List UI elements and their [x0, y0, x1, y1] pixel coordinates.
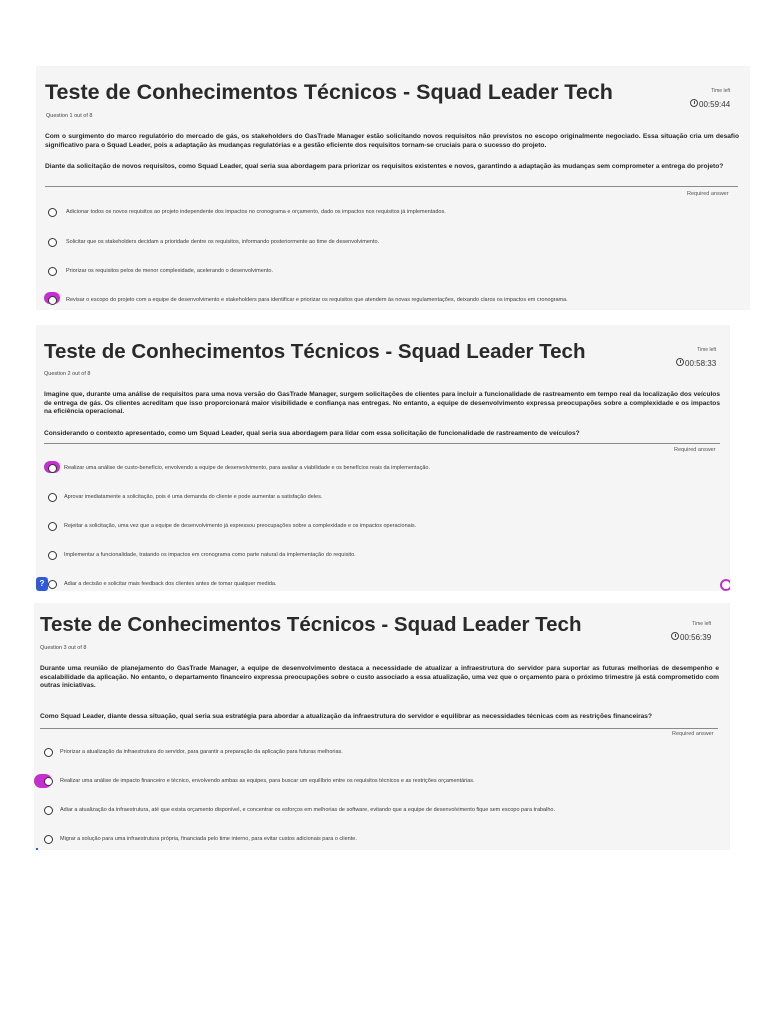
radio-button[interactable] — [48, 493, 57, 502]
radio-button[interactable] — [44, 835, 53, 844]
option-label: Implementar a funcionalidade, tratando os impactos em cronograma como parte natural da implementação do requisito. — [64, 552, 356, 558]
question-panel-2 — [36, 325, 730, 591]
option-label: Adiar a decisão e solicitar mais feedback dos clientes antes de tomar qualquer medida. — [64, 581, 277, 587]
answer-option[interactable] — [34, 775, 730, 789]
answer-option[interactable] — [36, 491, 730, 505]
page-title: Teste de Conhecimentos Técnicos - Squad Leader Tech — [40, 613, 582, 636]
answer-option[interactable] — [36, 549, 730, 563]
radio-button[interactable] — [48, 551, 57, 560]
question-context: Imagine que, durante uma análise de requisitos para uma nova versão do GasTrade Manager, surgem solicitações de clientes para incluir a funcionalidade de rastreamento em tempo real da localização dos veículos de entrega de gás. Os clientes acreditam que isso proporcionará maior visibilidade e confiança nas entregas. No entanto, a equipe de desenvolvimento expressa preocupações sobre a complexidade e os impactos na eficiência operacional. — [44, 391, 720, 416]
question-counter: Question 1 out of 8 — [46, 113, 93, 119]
help-button-edge — [36, 848, 38, 850]
radio-button[interactable] — [48, 522, 57, 531]
option-label: Aprovar imediatamente a solicitação, pois é uma demanda do cliente e pode aumentar a satisfação deles. — [64, 494, 323, 500]
question-prompt: Diante da solicitação de novos requisitos, como Squad Leader, qual seria sua abordagem para priorizar os requisitos existentes e novos, garantindo a adaptação às mudanças sem comprometer a entrega do projeto? — [45, 163, 724, 170]
timer — [671, 621, 711, 645]
radio-button[interactable] — [48, 267, 57, 276]
page-title: Teste de Conhecimentos Técnicos - Squad Leader Tech — [45, 80, 613, 104]
question-context: Com o surgimento do marco regulatório do mercado de gás, os stakeholders do GasTrade Manager estão solicitando novos requisitos não previstos no escopo originalmente negociado. Essa situação cria um desafio significativo para o Squad Leader, pois a adaptação às mudanças regulatórias e a gestão eficiente dos requisitos tornam-se cruciais para o sucesso do projeto. — [45, 133, 739, 149]
timer-value: 00:59:44 — [699, 100, 731, 109]
required-answer-label: Required answer — [687, 191, 729, 197]
floating-action-icon[interactable] — [720, 579, 730, 591]
clock-icon — [671, 632, 679, 640]
radio-button[interactable] — [44, 748, 53, 757]
answer-option[interactable] — [36, 520, 730, 534]
radio-button[interactable] — [48, 580, 57, 589]
answer-option[interactable] — [36, 206, 750, 220]
clock-icon — [676, 358, 684, 366]
question-counter: Question 2 out of 8 — [44, 371, 91, 377]
timer — [690, 88, 730, 112]
answer-option[interactable] — [36, 294, 750, 308]
timer-label: Time left — [697, 347, 717, 353]
help-button[interactable]: ? — [36, 577, 48, 591]
option-label: Adiar a atualização da infraestrutura, até que exista orçamento disponível, e concentrar os esforços em melhorias de software, evitando que a equipe de desenvolvimento fique sem escopo para trabalho. — [60, 807, 555, 813]
radio-button[interactable] — [48, 464, 57, 473]
answer-option[interactable] — [36, 578, 730, 591]
question-prompt: Considerando o contexto apresentado, como um Squad Leader, qual seria sua abordagem para lidar com essa solicitação de funcionalidade de rastreamento de veículos? — [44, 430, 580, 437]
timer-label: Time left — [692, 621, 712, 627]
clock-icon — [690, 99, 698, 107]
option-label: Revisar o escopo do projeto com a equipe de desenvolvimento e stakeholders para identificar e priorizar os requisitos que atendem às novas regulamentações, deixando claros os impactos em cronograma. — [66, 297, 568, 303]
timer — [676, 347, 716, 371]
question-counter: Question 3 out of 8 — [40, 645, 87, 651]
radio-button[interactable] — [44, 777, 53, 786]
answer-option[interactable] — [36, 462, 730, 476]
answer-option[interactable] — [36, 236, 750, 250]
radio-button[interactable] — [48, 296, 57, 305]
question-panel-1 — [36, 66, 750, 310]
radio-button[interactable] — [48, 208, 57, 217]
option-label: Priorizar os requisitos pelos de menor complexidade, acelerando o desenvolvimento. — [66, 268, 273, 274]
answer-option[interactable] — [34, 833, 730, 847]
timer-value: 00:58:33 — [685, 359, 717, 368]
required-answer-label: Required answer — [674, 447, 716, 453]
question-prompt: Como Squad Leader, diante dessa situação, qual seria sua estratégia para abordar a atualização da infraestrutura do servidor e equilibrar as necessidades técnicas com as restrições financeiras? — [40, 713, 652, 720]
answer-option[interactable] — [34, 746, 730, 760]
option-label: Adicionar todos os novos requisitos ao projeto independente dos impactos no cronograma e orçamento, dado os impactos nos requisitos já implementados. — [66, 209, 446, 215]
option-label: Realizar uma análise de custo-benefício, envolvendo a equipe de desenvolvimento, para avaliar a viabilidade e os benefícios reais da implementação. — [64, 465, 430, 471]
question-panel-3 — [34, 603, 730, 850]
radio-button[interactable] — [44, 806, 53, 815]
divider — [45, 186, 738, 187]
divider — [40, 728, 718, 729]
answer-option[interactable] — [34, 804, 730, 818]
option-label: Solicitar que os stakeholders decidam a prioridade dentre os requisitos, informando posteriormente ao time de desenvolvimento. — [66, 239, 380, 245]
question-context: Durante uma reunião de planejamento do GasTrade Manager, a equipe de desenvolvimento destaca a necessidade de atualizar a infraestrutura do servidor para suportar as futuras melhorias de desempenho e escalabilidade da aplicação. No entanto, o departamento financeiro expressa preocupações sobre o custo associado a essa atualização, uma vez que o orçamento para o próximo trimestre já está comprometido com outras iniciativas. — [40, 665, 719, 690]
radio-button[interactable] — [48, 238, 57, 247]
option-label: Priorizar a atualização da infraestrutura do servidor, para garantir a preparação da aplicação para futuras melhorias. — [60, 749, 343, 755]
timer-value: 00:56:39 — [680, 633, 712, 642]
option-label: Rejeitar a solicitação, uma vez que a equipe de desenvolvimento já expressou preocupações sobre a complexidade e os impactos operacionais. — [64, 523, 417, 529]
page-title: Teste de Conhecimentos Técnicos - Squad Leader Tech — [44, 340, 586, 363]
required-answer-label: Required answer — [672, 731, 714, 737]
option-label: Migrar a solução para uma infraestrutura própria, financiada pelo time interno, para evitar custos adicionais para o cliente. — [60, 836, 357, 842]
timer-label: Time left — [711, 88, 731, 94]
option-label: Realizar uma análise de impacto financeiro e técnico, envolvendo ambas as equipes, para buscar um equilíbrio entre os requisitos técnicos e as restrições orçamentárias. — [60, 778, 475, 784]
divider — [44, 443, 720, 444]
answer-option[interactable] — [36, 265, 750, 279]
